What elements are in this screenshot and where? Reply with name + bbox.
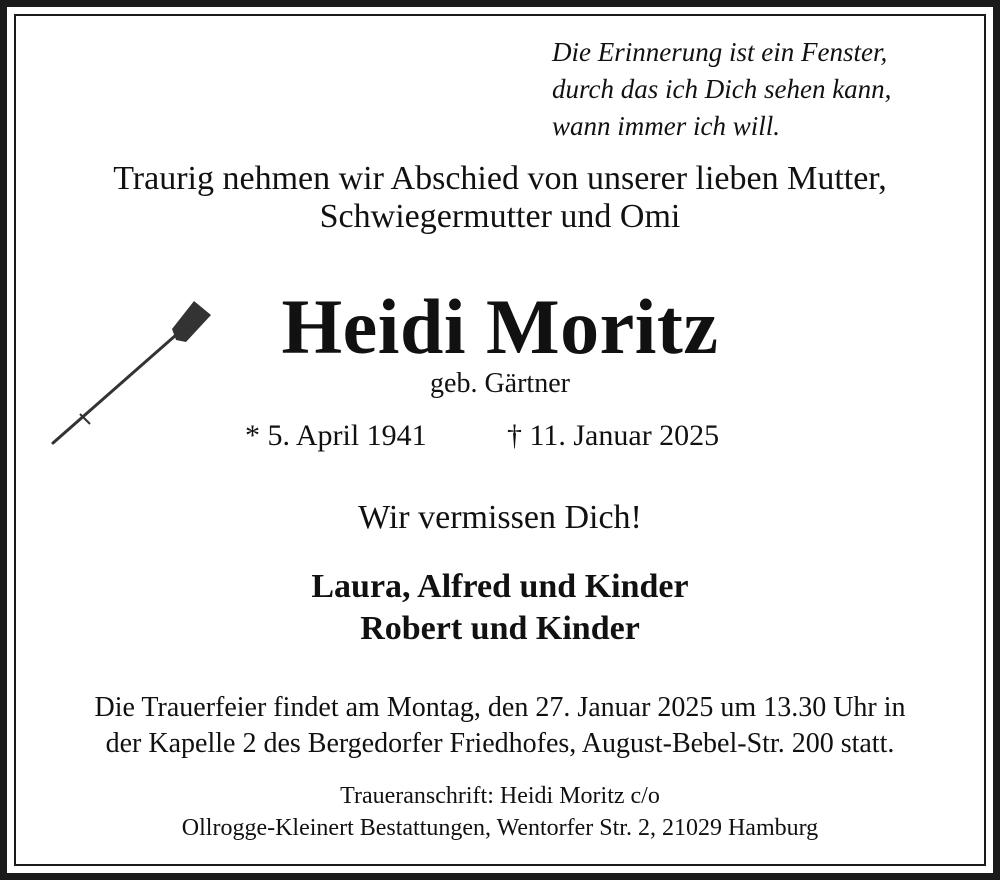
address-line: Ollrogge-Kleinert Bestattungen, Wentorfer Str. 2, 21029 Hamburg bbox=[181, 815, 819, 841]
intro-line: Schwiegermutter und Omi bbox=[319, 198, 681, 235]
service-line: der Kapelle 2 des Bergedorfer Friedhofes, August-Bebel-Str. 200 statt. bbox=[105, 728, 895, 759]
mourners-list bbox=[0, 566, 1000, 650]
memorial-quote bbox=[552, 34, 972, 145]
birth-date: * 5. April 1941 bbox=[245, 419, 427, 452]
life-dates bbox=[0, 416, 1000, 456]
mourning-address bbox=[0, 780, 1000, 844]
address-line: Traueranschrift: Heidi Moritz c/o bbox=[340, 783, 660, 809]
intro-line: Traurig nehmen wir Abschied von unserer lieben Mutter, bbox=[113, 160, 887, 197]
mourner-line: Robert und Kinder bbox=[360, 610, 640, 647]
maiden-name: geb. Gärtner bbox=[430, 368, 570, 399]
quote-line: wann immer ich will. bbox=[552, 111, 780, 141]
mourner-line: Laura, Alfred und Kinder bbox=[311, 568, 689, 605]
deceased-name: Heidi Moritz bbox=[281, 283, 719, 370]
intro-text bbox=[0, 160, 1000, 236]
farewell-message: Wir vermissen Dich! bbox=[358, 499, 642, 536]
funeral-service-info bbox=[0, 690, 1000, 762]
death-date: † 11. Januar 2025 bbox=[507, 419, 720, 452]
quote-line: durch das ich Dich sehen kann, bbox=[552, 74, 892, 104]
service-line: Die Trauerfeier findet am Montag, den 27. Januar 2025 um 13.30 Uhr in bbox=[94, 692, 906, 723]
quote-line: Die Erinnerung ist ein Fenster, bbox=[552, 37, 888, 67]
